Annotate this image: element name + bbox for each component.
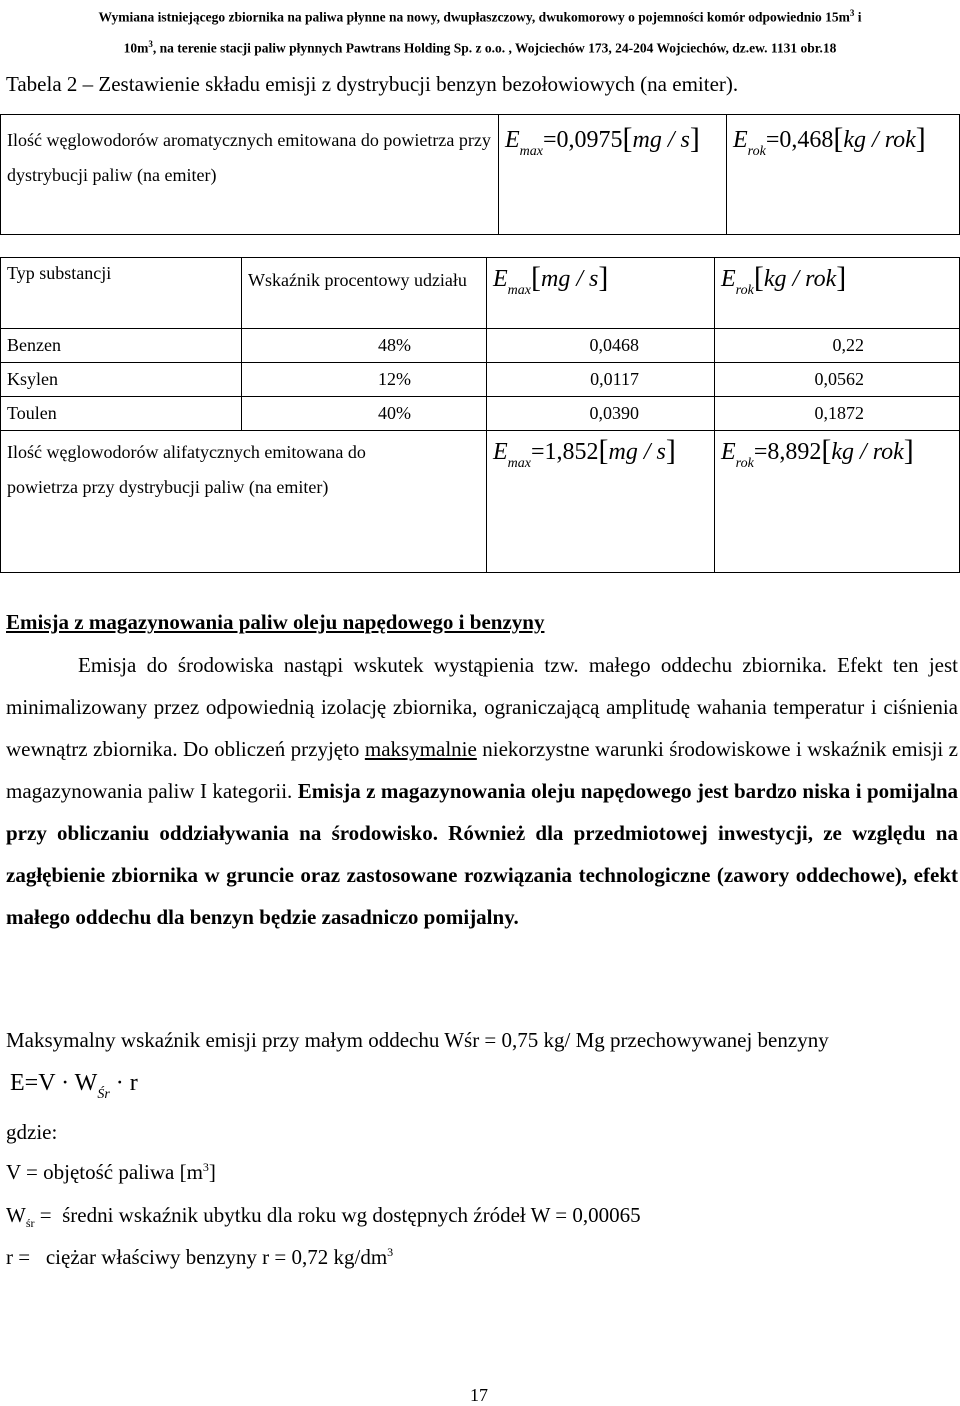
table-row bbox=[1, 329, 960, 363]
header-type: Typ substancji bbox=[1, 258, 242, 329]
row-pct: 48% bbox=[242, 329, 487, 363]
header-erok-formula: $E_{rok}[kg / rok]$ bbox=[721, 261, 847, 298]
row-emax: 0,0390 bbox=[487, 397, 715, 431]
section-paragraph bbox=[6, 644, 958, 938]
header-line-2 bbox=[0, 31, 960, 62]
aromatic-label: Ilość węglowodorów aromatycznych emitowana do powietrza przy dystrybucji paliw (na emiter) bbox=[1, 115, 499, 235]
header-line-1 bbox=[0, 0, 960, 31]
composition-table bbox=[0, 257, 960, 573]
section-heading: Emisja z magazynowania paliw oleju napędowego i benzyny bbox=[6, 610, 545, 634]
paragraph-text-a: Emisja do środowiska nastąpi wskutek wystąpienia tzw. małego oddechu zbiornika. Efekt ten jest minimalizowany przez odpowiednią izolację zbiornika, ograniczającą amplitudę wahania temperatur i ciśnienia wewnątrz zbiornika. Do obliczeń przyjęto bbox=[6, 653, 958, 761]
header-line-2-sup: 3 bbox=[148, 38, 153, 49]
emission-formula bbox=[10, 1070, 138, 1103]
header-line-1-text: Wymiana istniejącego zbiornika na paliwa płynne na nowy, dwupłaszczowy, dwukomorowy o pojemności komór odpowiednio 15m bbox=[98, 9, 850, 25]
row-emax: 0,0468 bbox=[487, 329, 715, 363]
paragraph-text-b: niekorzystne warunki środowiskowe i wskaźnik emisji z magazynowania paliw I kategorii. bbox=[6, 737, 958, 803]
aromatic-emax-cell bbox=[499, 115, 727, 235]
aliphatic-emax: $E_{max}=1,852[mg / s]$ bbox=[493, 434, 676, 471]
header-share: Wskaźnik procentowy udziału bbox=[242, 258, 487, 329]
table-row bbox=[1, 397, 960, 431]
header-emax-formula: $E_{max}[mg / s]$ bbox=[493, 261, 609, 298]
aromatic-emax: $E_{max}=0,0975[mg / s]$ bbox=[505, 122, 700, 159]
aliphatic-erok: $E_{rok}=8,892[kg / rok]$ bbox=[721, 434, 914, 471]
aliphatic-label: Ilość węglowodorów alifatycznych emitowana do powietrza przy dystrybucji paliw (na emiter) bbox=[1, 431, 487, 573]
header-line-2-text: , na terenie stacji paliw płynnych Pawtrans Holding Sp. z o.o. , Wojciechów 173, 24-204 Wojciechów, dz.ew. 1131 obr.18 bbox=[152, 40, 837, 55]
row-erok: 0,22 bbox=[715, 329, 960, 363]
aliphatic-row bbox=[1, 431, 960, 573]
aromatic-erok: $E_{rok}=0,468[kg / rok]$ bbox=[733, 122, 926, 159]
header-emax bbox=[487, 258, 715, 329]
aliphatic-erok-cell bbox=[715, 431, 960, 573]
table-row bbox=[1, 363, 960, 397]
gdzie-label: gdzie: bbox=[6, 1120, 58, 1144]
header-line-2-start: 10m bbox=[123, 40, 149, 55]
table-caption: Tabela 2 – Zestawienie składu emisji z dystrybucji benzyn bezołowiowych (na emiter). bbox=[6, 72, 739, 96]
document-header bbox=[0, 0, 960, 61]
header-erok bbox=[715, 258, 960, 329]
row-pct: 40% bbox=[242, 397, 487, 431]
formula-main: E=V · W bbox=[10, 1070, 98, 1096]
header-line-1-end: i bbox=[854, 9, 862, 25]
row-name: Toulen bbox=[1, 397, 242, 431]
row-name: Benzen bbox=[1, 329, 242, 363]
row-pct: 12% bbox=[242, 363, 487, 397]
aliphatic-emax-cell bbox=[487, 431, 715, 573]
header-line-1-sup: 3 bbox=[849, 8, 855, 18]
row-emax: 0,0117 bbox=[487, 363, 715, 397]
w-definition: $W_{śr}$ = średni wskaźnik ubytku dla roku wg dostępnych źródeł W = 0,00065 bbox=[6, 1203, 641, 1231]
row-name: Ksylen bbox=[1, 363, 242, 397]
table-header-row bbox=[1, 258, 960, 329]
row-erok: 0,1872 bbox=[715, 397, 960, 431]
row-erok: 0,0562 bbox=[715, 363, 960, 397]
page-number: 17 bbox=[470, 1385, 488, 1405]
r-definition: r = ciężar właściwy benzyny r = 0,72 $kg/dm^3$ bbox=[6, 1245, 394, 1269]
formula-end: · r bbox=[109, 1070, 138, 1096]
paragraph-underlined: maksymalnie bbox=[364, 737, 477, 761]
aromatic-table bbox=[0, 114, 960, 235]
v-definition: V = objętość paliwa $[m^3]$ bbox=[6, 1160, 216, 1184]
formula-sub: Śr bbox=[97, 1087, 110, 1102]
calc-intro: Maksymalny wskaźnik emisji przy małym oddechu Wśr = 0,75 kg/ Mg przechowywanej benzyny bbox=[6, 1028, 829, 1052]
paragraph-bold: Emisja z magazynowania oleju napędowego jest bardzo niska i pomijalna przy obliczaniu oddziaływania na środowisko. Również dla przedmiotowej inwestycji, ze względu na zagłębienie zbiornika w gruncie oraz zastosowane rozwiązania technologiczne (zawory oddechowe), efekt małego oddechu dla benzyn będzie zasadniczo pomijalny. bbox=[6, 779, 958, 929]
aromatic-erok-cell bbox=[727, 115, 960, 235]
